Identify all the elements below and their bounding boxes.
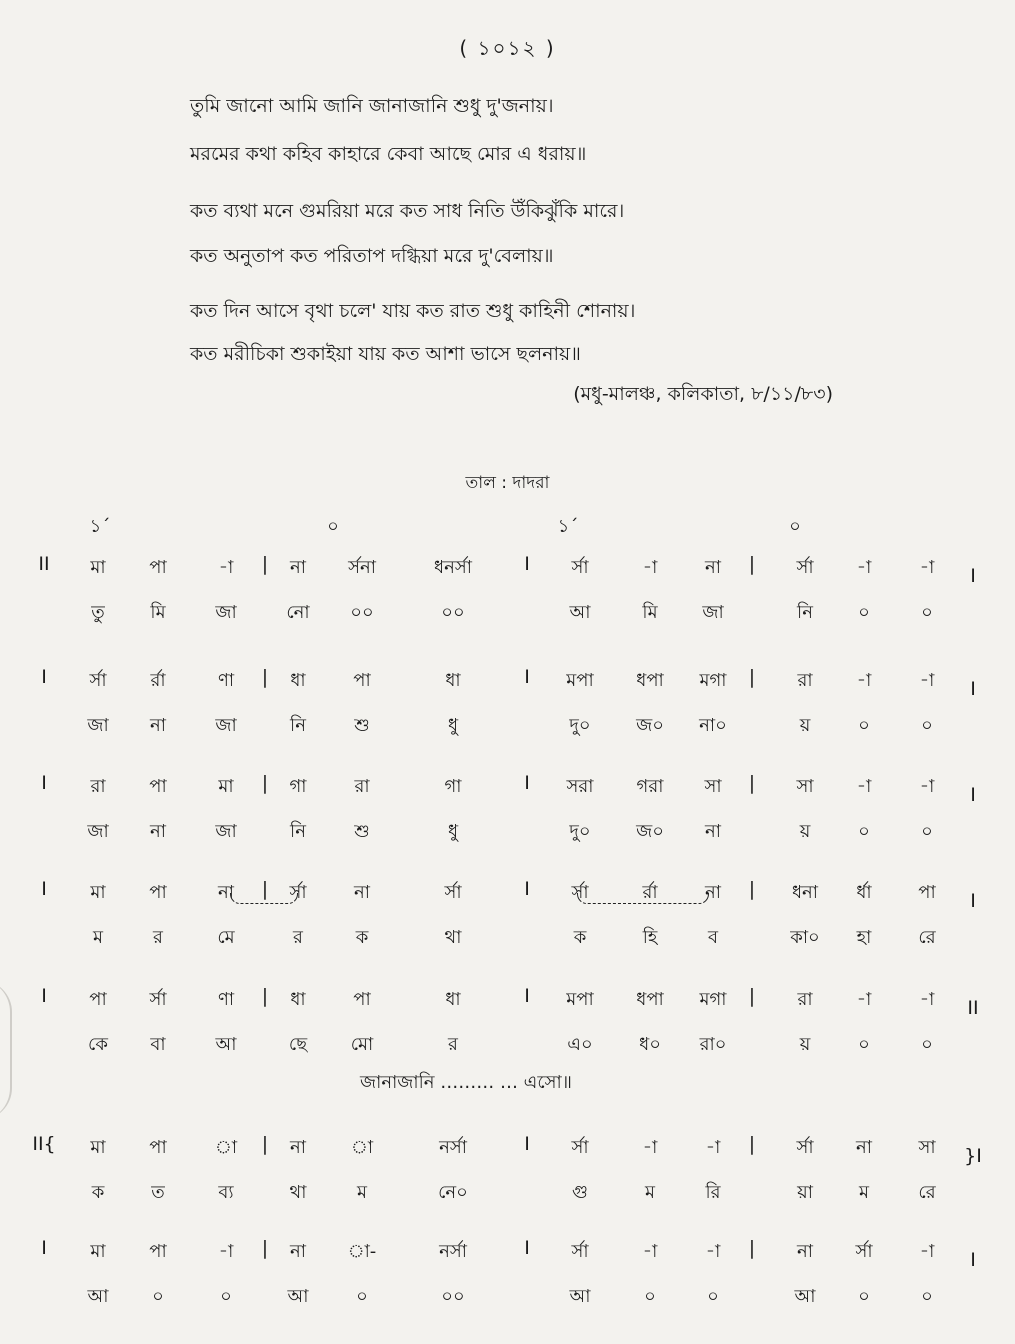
swara-note: -া: [856, 776, 872, 797]
lyric-syllable: আ: [215, 1034, 237, 1055]
swara-note: -া: [642, 557, 658, 578]
lyric-syllable: রি: [705, 1182, 721, 1203]
lyric-syllable: জা: [215, 602, 237, 623]
lyric-syllable: আ: [569, 1286, 591, 1307]
swara-note: র্রা: [642, 882, 658, 903]
lyric-syllable: ধ০: [639, 1034, 661, 1055]
swara-note: -া: [919, 776, 935, 797]
lyric-syllable: শু: [354, 821, 370, 842]
swara-note: র্ধা: [856, 882, 872, 903]
measure-bar: |: [748, 985, 756, 1007]
lyric-syllable: জা: [702, 602, 724, 623]
swara-note: র্সা: [289, 882, 307, 903]
lyric-syllable: ০: [921, 821, 933, 842]
lyric-syllable: ধু: [447, 715, 459, 736]
swara-note: ধা: [290, 989, 306, 1010]
lyric-syllable: ০: [858, 1286, 870, 1307]
swara-note: -া: [856, 557, 872, 578]
refrain-note: জানাজানি ……… … এসো॥: [360, 1072, 572, 1093]
section-bar: I: [524, 878, 530, 900]
lyric-syllable: ০: [921, 1286, 933, 1307]
lyric-syllable: ০: [152, 1286, 164, 1307]
swara-note: ধপা: [636, 670, 664, 691]
swara-note: গরা: [636, 776, 664, 797]
swara-note: -া: [218, 557, 234, 578]
swara-note: -া: [919, 989, 935, 1010]
section-bar: I: [524, 1133, 530, 1155]
lyric-syllable: নি: [797, 602, 813, 623]
lyric-syllable: রে: [918, 927, 936, 948]
swara-note: র্সনা: [348, 557, 376, 578]
lyric-syllable: ০: [921, 602, 933, 623]
swara-note: মা: [90, 557, 106, 578]
swara-note: -া: [919, 557, 935, 578]
swara-note: র্রা: [150, 670, 166, 691]
lyric-syllable: রা০: [699, 1034, 727, 1055]
swara-note: র্সা: [571, 557, 589, 578]
swara-note: ণা: [217, 670, 235, 691]
section-bar: I: [524, 553, 530, 575]
measure-bar: |: [261, 1133, 269, 1155]
swara-note: মা: [90, 1137, 106, 1158]
lyric-syllable: ত: [151, 1182, 165, 1203]
swara-note: না: [797, 1241, 813, 1262]
swara-note: র্সা: [149, 989, 167, 1010]
lyric-syllable: ম: [357, 1182, 367, 1203]
swara-note: না: [856, 1137, 872, 1158]
lyric-syllable: মো: [350, 1034, 374, 1055]
credit-line: (মধু-মালঞ্চ, কলিকাতা, ৮/১১/৮৩): [573, 383, 833, 405]
lyric-syllable: ক: [91, 1182, 105, 1203]
lyric-syllable: ০: [921, 715, 933, 736]
lyric-syllable: রে: [918, 1182, 936, 1203]
lyric-syllable: না: [150, 821, 166, 842]
row-start-sign: I: [41, 878, 47, 900]
row-end-sign: I: [970, 890, 976, 912]
lyric-syllable: আ: [794, 1286, 816, 1307]
swara-note: -া: [642, 1137, 658, 1158]
lyric-syllable: হা: [856, 927, 872, 948]
swara-note: -া: [642, 1241, 658, 1262]
swara-note: রা: [797, 670, 813, 691]
measure-bar: |: [261, 1237, 269, 1259]
swara-note: না: [218, 882, 234, 903]
lyric-syllable: ম: [645, 1182, 655, 1203]
swara-note: র্সা: [571, 1241, 589, 1262]
lyric-syllable: য়া: [797, 1182, 813, 1203]
row-end-sign: I: [970, 1249, 976, 1271]
swara-note: ণা: [217, 989, 235, 1010]
swara-note: র্সা: [796, 1137, 814, 1158]
swara-note: ধা: [445, 989, 461, 1010]
swara-note: রা: [354, 776, 370, 797]
swara-note: া: [214, 1137, 238, 1158]
lyric-syllable: গু: [572, 1182, 588, 1203]
lyric-syllable: না: [705, 821, 721, 842]
lyric-syllable: নে০: [438, 1182, 468, 1203]
swara-note: ধা: [290, 670, 306, 691]
swara-note: -া: [218, 1241, 234, 1262]
swara-note: পা: [149, 882, 167, 903]
measure-bar: |: [748, 666, 756, 688]
lyric-syllable: য়: [799, 1034, 811, 1055]
swara-note: মগা: [699, 670, 727, 691]
lyric-syllable: না: [150, 715, 166, 736]
lyric-syllable: ০: [356, 1286, 368, 1307]
lyric-syllable: ব্য: [218, 1182, 234, 1203]
beat-mark: ১´: [89, 516, 111, 537]
lyric-syllable: ০: [858, 821, 870, 842]
swara-note: রা: [90, 776, 106, 797]
swara-note: পা: [149, 1241, 167, 1262]
measure-bar: |: [748, 1237, 756, 1259]
lyric-syllable: ম: [859, 1182, 869, 1203]
swara-note: র্সা: [855, 1241, 873, 1262]
lyric-syllable: বা: [150, 1034, 166, 1055]
lyric-syllable: জ০: [636, 821, 664, 842]
measure-bar: |: [748, 553, 756, 575]
swara-note: না: [354, 882, 370, 903]
lyric-syllable: ০: [858, 715, 870, 736]
swara-note: পা: [353, 670, 371, 691]
measure-bar: |: [261, 878, 269, 900]
swara-note: মা: [90, 1241, 106, 1262]
lyric-syllable: ০০: [441, 1286, 465, 1307]
lyric-syllable: আ: [569, 602, 591, 623]
swara-note: সা: [918, 1137, 936, 1158]
row-start-sign: I: [41, 1237, 47, 1259]
lyric-line-3: কত ব্যথা মনে গুমরিয়া মরে কত সাধ নিতি উঁকিঝুঁকি মারে।: [190, 200, 625, 222]
swara-note: ধা: [445, 670, 461, 691]
swara-note: মপা: [566, 989, 594, 1010]
section-bar: I: [524, 772, 530, 794]
swara-note: নর্সা: [439, 1241, 467, 1262]
beat-mark: ০: [789, 516, 801, 537]
lyric-syllable: ০: [644, 1286, 656, 1307]
lyric-syllable: ছে: [288, 1034, 308, 1055]
lyric-syllable: জ০: [636, 715, 664, 736]
swara-note: পা: [918, 882, 936, 903]
beat-mark: ০: [327, 516, 339, 537]
row-end-sign: I: [970, 678, 976, 700]
swara-note: পা: [353, 989, 371, 1010]
lyric-syllable: র: [448, 1034, 458, 1055]
slur-mark: [577, 893, 709, 904]
swara-note: না: [290, 1137, 306, 1158]
lyric-line-5: কত দিন আসে বৃথা চলে' যায় কত রাত শুধু কাহিনী শোনায়।: [190, 300, 636, 322]
lyric-syllable: ০: [220, 1286, 232, 1307]
lyric-syllable: ০: [858, 1034, 870, 1055]
lyric-syllable: জা: [87, 821, 109, 842]
lyric-syllable: ক: [573, 927, 587, 948]
swara-note: -া: [919, 1241, 935, 1262]
lyric-syllable: নি: [290, 715, 306, 736]
row-end-sign: I: [970, 784, 976, 806]
measure-bar: |: [748, 772, 756, 794]
swara-note: গা: [444, 776, 462, 797]
swara-note: সা: [704, 776, 722, 797]
swara-note: -া: [705, 1137, 721, 1158]
page-number: ( ১০১২ ): [459, 36, 556, 60]
lyric-syllable: হি: [642, 927, 658, 948]
lyric-syllable: ধু: [447, 821, 459, 842]
lyric-syllable: দু০: [569, 715, 591, 736]
lyric-syllable: র: [153, 927, 163, 948]
swara-note: -া: [919, 670, 935, 691]
swara-note: -া: [856, 670, 872, 691]
measure-bar: |: [261, 666, 269, 688]
swara-note: র্সা: [444, 882, 462, 903]
lyric-syllable: শু: [354, 715, 370, 736]
swara-note: র্সা: [571, 1137, 589, 1158]
lyric-syllable: ক: [355, 927, 369, 948]
lyric-syllable: আ: [87, 1286, 109, 1307]
lyric-line-6: কত মরীচিকা শুকাইয়া যায় কত আশা ভাসে ছলনায়॥: [190, 343, 581, 365]
swara-note: মা: [218, 776, 234, 797]
swara-note: ধনা: [791, 882, 819, 903]
lyric-syllable: র: [293, 927, 303, 948]
lyric-syllable: য়: [799, 715, 811, 736]
lyric-syllable: আ: [287, 1286, 309, 1307]
swara-note: সরা: [566, 776, 594, 797]
measure-bar: |: [748, 878, 756, 900]
swara-note: মপা: [566, 670, 594, 691]
measure-bar: |: [261, 985, 269, 1007]
swara-note: গা: [289, 776, 307, 797]
lyric-syllable: মি: [642, 602, 658, 623]
section-bar: I: [524, 985, 530, 1007]
swara-note: র্সা: [796, 557, 814, 578]
swara-note: র্সা: [89, 670, 107, 691]
lyric-syllable: ০০: [441, 602, 465, 623]
swara-note: ধপা: [636, 989, 664, 1010]
lyric-line-1: তুমি জানো আমি জানি জানাজানি শুধু দু'জনায়।: [190, 95, 554, 117]
row-start-sign: II{: [32, 1133, 56, 1155]
page-edge-shadow: [0, 980, 12, 1120]
lyric-syllable: কে: [88, 1034, 108, 1055]
lyric-syllable: থা: [444, 927, 462, 948]
lyric-syllable: দু০: [569, 821, 591, 842]
swara-note: না: [290, 1241, 306, 1262]
swara-note: না: [705, 557, 721, 578]
lyric-syllable: ম: [93, 927, 103, 948]
lyric-syllable: জা: [215, 715, 237, 736]
swara-note: র্সা: [571, 882, 589, 903]
lyric-syllable: জা: [215, 821, 237, 842]
lyric-syllable: ব: [707, 927, 719, 948]
row-end-sign: }I: [964, 1145, 982, 1167]
swara-note: -া: [856, 989, 872, 1010]
lyric-syllable: তু: [91, 602, 105, 623]
lyric-syllable: ০: [921, 1034, 933, 1055]
slur-mark: [230, 893, 298, 904]
lyric-syllable: জা: [87, 715, 109, 736]
lyric-syllable: না০: [699, 715, 727, 736]
lyric-syllable: এ০: [567, 1034, 593, 1055]
lyric-syllable: ০০: [350, 602, 374, 623]
swara-note: -া: [705, 1241, 721, 1262]
swara-note: া-: [347, 1241, 377, 1262]
swara-note: পা: [149, 557, 167, 578]
taal-label: তাল : দাদরা: [465, 473, 550, 493]
swara-note: া: [350, 1137, 374, 1158]
swara-note: মগা: [699, 989, 727, 1010]
swara-note: না: [705, 882, 721, 903]
section-bar: I: [524, 666, 530, 688]
lyric-syllable: নি: [290, 821, 306, 842]
measure-bar: |: [261, 553, 269, 575]
lyric-syllable: নো: [286, 602, 310, 623]
lyric-line-4: কত অনুতাপ কত পরিতাপ দগ্ধিয়া মরে দু'বেলায়॥: [190, 245, 554, 267]
lyric-syllable: থা: [289, 1182, 307, 1203]
beat-mark: ১´: [557, 516, 579, 537]
row-end-sign: I: [970, 565, 976, 587]
lyric-syllable: মি: [150, 602, 166, 623]
row-start-sign: I: [41, 985, 47, 1007]
swara-note: পা: [89, 989, 107, 1010]
swara-note: ধনর্সা: [434, 557, 472, 578]
section-bar: I: [524, 1237, 530, 1259]
lyric-syllable: মে: [217, 927, 235, 948]
swara-note: পা: [149, 1137, 167, 1158]
lyric-syllable: ০: [858, 602, 870, 623]
measure-bar: |: [261, 772, 269, 794]
lyric-line-2: মরমের কথা কহিব কাহারে কেবা আছে মোর এ ধরায়॥: [190, 143, 587, 165]
lyric-syllable: কা০: [790, 927, 820, 948]
swara-note: রা: [797, 989, 813, 1010]
swara-note: সা: [796, 776, 814, 797]
row-start-sign: I: [41, 772, 47, 794]
measure-bar: |: [748, 1133, 756, 1155]
lyric-syllable: য়: [799, 821, 811, 842]
row-start-sign: II: [38, 553, 50, 575]
swara-note: পা: [149, 776, 167, 797]
lyric-syllable: ০: [707, 1286, 719, 1307]
beat-marks-row: [0, 512, 1015, 542]
row-end-sign: II: [967, 997, 979, 1019]
row-start-sign: I: [41, 666, 47, 688]
swara-note: মা: [90, 882, 106, 903]
swara-note: না: [290, 557, 306, 578]
swara-note: নর্সা: [439, 1137, 467, 1158]
